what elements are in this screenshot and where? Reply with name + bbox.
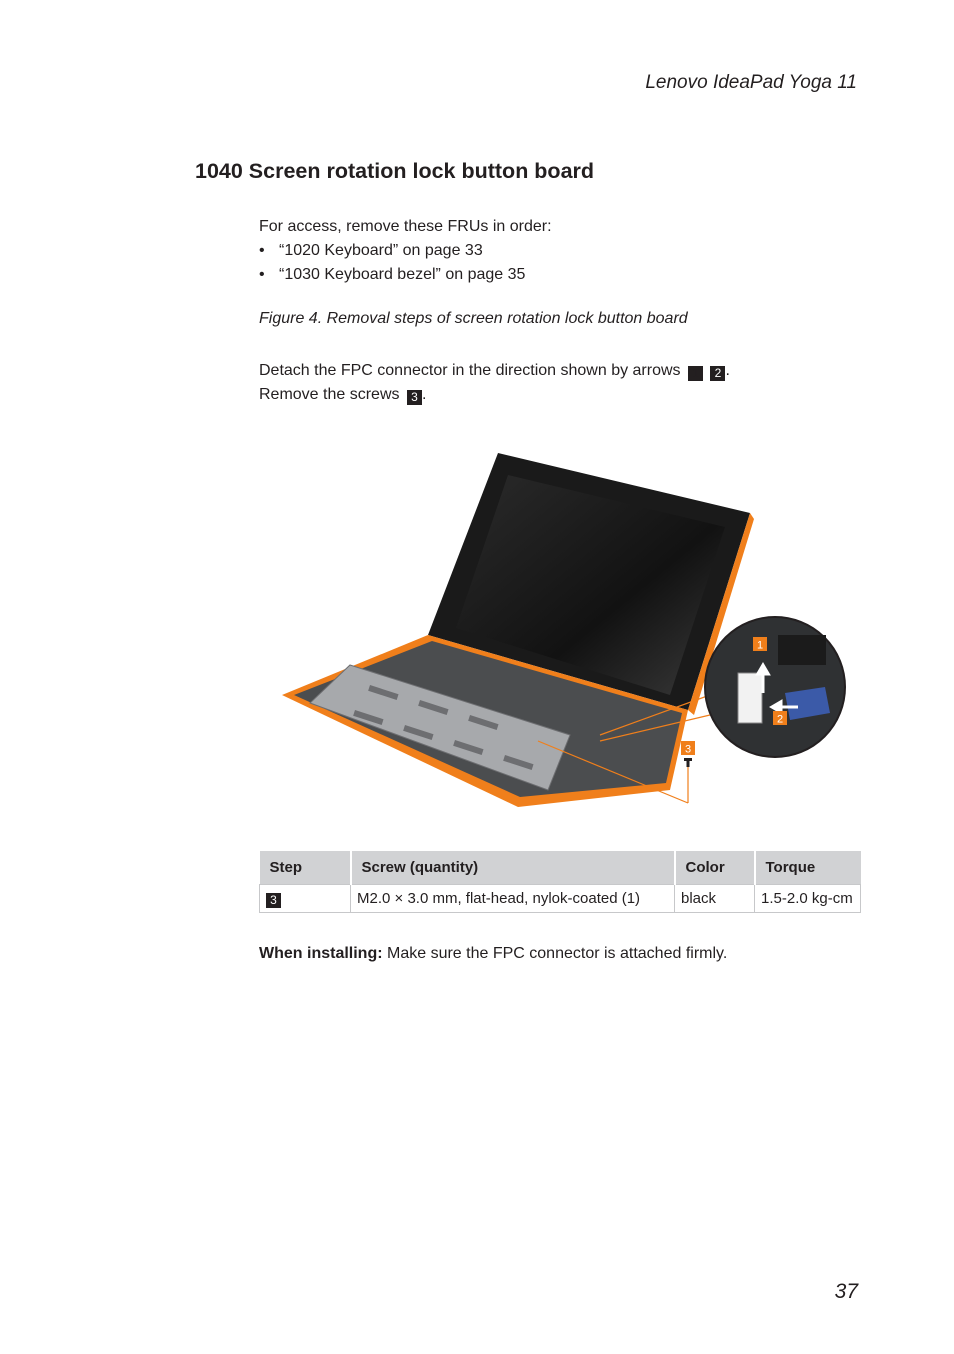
laptop-illustration	[270, 445, 860, 825]
inset-connector	[738, 673, 762, 723]
cell-color: black	[675, 885, 755, 913]
cell-step	[260, 885, 351, 913]
prerequisite-item[interactable]: • “1020 Keyboard” on page 33	[259, 239, 552, 263]
inset-chip	[778, 635, 826, 665]
header-screw: Screw (quantity)	[351, 851, 675, 885]
step-badge-2: 2	[710, 366, 725, 381]
cell-screw: M2.0 × 3.0 mm, flat-head, nylok-coated (1)	[351, 885, 675, 913]
callout-badge-2	[773, 711, 787, 726]
running-header: Lenovo IdeaPad Yoga 11	[645, 72, 857, 93]
section-title: 1040 Screen rotation lock button board	[195, 159, 595, 183]
removal-figure	[270, 445, 860, 825]
header-torque: Torque	[755, 851, 861, 885]
callout-badge-3	[681, 741, 695, 756]
table-row	[260, 885, 861, 913]
screw-spec-table	[259, 851, 861, 913]
header-step: Step	[260, 851, 351, 885]
prerequisite-lead: For access, remove these FRUs in order:	[259, 218, 552, 235]
cell-torque: 1.5-2.0 kg-cm	[755, 885, 861, 913]
svg-text:2: 2	[776, 713, 784, 726]
svg-text:3: 3	[684, 743, 692, 756]
install-note-text: Make sure the FPC connector is attached firmly.	[387, 945, 728, 962]
page-number: 37	[834, 1280, 858, 1303]
fru-prerequisites	[259, 215, 552, 287]
screw-icon	[684, 758, 692, 767]
install-note	[259, 942, 727, 966]
step-badge: 3	[266, 893, 281, 908]
callout-badge-1	[753, 637, 767, 652]
step-badge-1: 1	[688, 366, 703, 381]
step-1-end: .	[725, 362, 730, 379]
step-1-text: Detach the FPC connector in the direction shown by arrows	[259, 362, 681, 379]
header-color: Color	[675, 851, 755, 885]
table-header-row	[260, 851, 861, 885]
prerequisite-list	[259, 239, 552, 287]
prerequisite-item[interactable]: • “1030 Keyboard bezel” on page 35	[259, 263, 552, 287]
step-line-1	[259, 359, 730, 383]
step-badge-3: 3	[407, 390, 422, 405]
step-2-end: .	[421, 386, 427, 403]
step-2-text: Remove the screws	[259, 386, 400, 403]
figure-caption: Figure 4. Removal steps of screen rotation lock button board	[259, 310, 688, 327]
install-note-label: When installing:	[259, 945, 383, 962]
svg-text:1: 1	[756, 639, 764, 652]
removal-steps	[259, 359, 730, 407]
step-line-2	[259, 383, 730, 407]
